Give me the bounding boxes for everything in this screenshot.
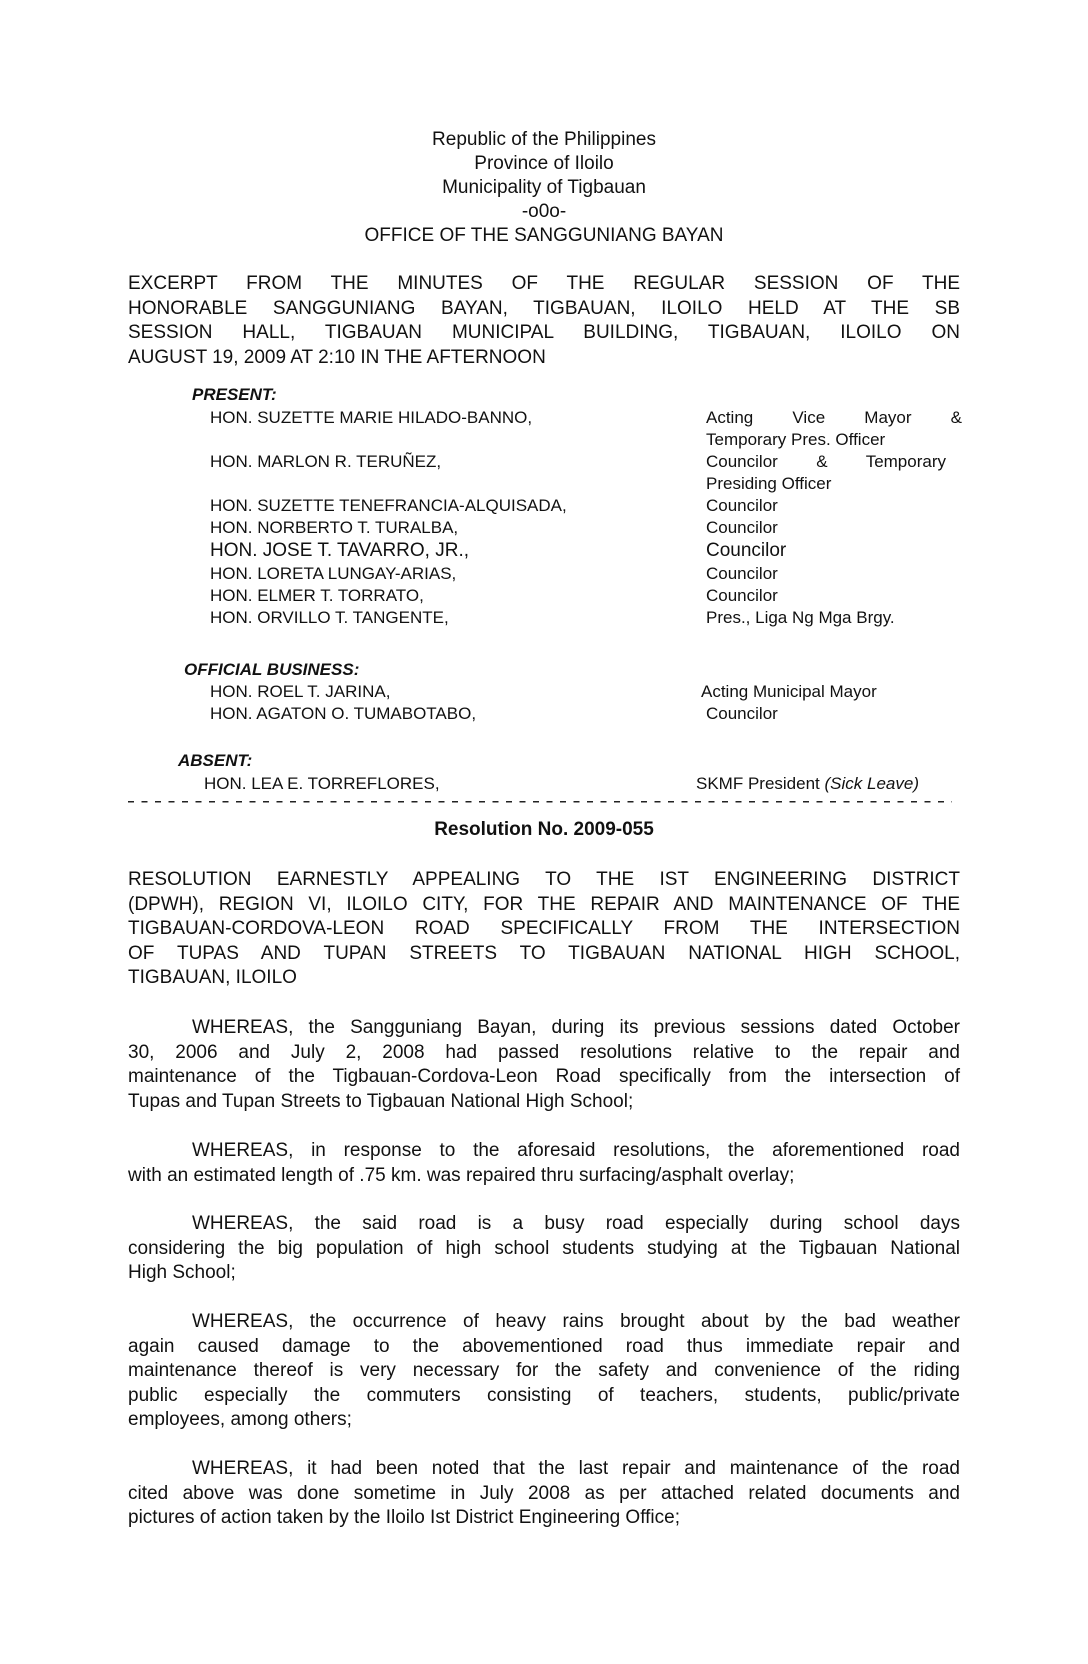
whereas-line: Tupas and Tupan Streets to Tigbauan National High School;	[128, 1090, 634, 1112]
attendee-name: HON. MARLON R. TERUÑEZ,	[210, 452, 442, 471]
attendee-name: HON. ELMER T. TORRATO,	[210, 586, 424, 605]
attendee-row	[0, 495, 1088, 517]
whereas-line: High School;	[128, 1262, 236, 1283]
attendee-name: HON. NORBERTO T. TURALBA,	[210, 518, 459, 537]
excerpt-line: EXCERPT FROM THE MINUTES OF THE REGULAR SESSION OF THE	[128, 273, 960, 294]
whereas-line: WHEREAS, the occurrence of heavy rains brought about by the bad weather	[192, 1311, 960, 1332]
excerpt-line: SESSION HALL, TIGBAUAN MUNICIPAL BUILDING, TIGBAUAN, ILOILO ON	[128, 322, 960, 343]
attendee-position-continued: Temporary Pres. Officer	[706, 430, 886, 449]
attendee-row-continued	[0, 473, 1088, 495]
whereas-paragraph	[128, 1212, 960, 1286]
attendee-name: HON. LEA E. TORREFLORES,	[204, 774, 440, 793]
attendee-position-label: SKMF President	[696, 774, 820, 793]
official-business-heading: OFFICIAL BUSINESS:	[184, 660, 360, 679]
attendee-leave-note: (Sick Leave)	[824, 774, 919, 793]
dashed-divider	[128, 797, 952, 807]
attendee-row	[0, 607, 1088, 629]
whereas-line: considering the big population of high school students studying at the Tigbauan National	[128, 1237, 960, 1259]
attendee-name: HON. ROEL T. JARINA,	[210, 682, 391, 701]
attendee-position: Councilor	[706, 564, 778, 583]
whereas-line: WHEREAS, the said road is a busy road especially during school days	[192, 1213, 960, 1234]
whereas-line: cited above was done sometime in July 2008 as per attached related documents and	[128, 1482, 960, 1504]
header-republic: Republic of the Philippines	[432, 129, 656, 150]
attendee-position: Councilor	[706, 586, 778, 605]
resolution-title-line: (DPWH), REGION VI, ILOILO CITY, FOR THE REPAIR AND MAINTENANCE OF THE	[128, 893, 960, 915]
attendee-position: Councilor	[706, 540, 787, 561]
whereas-paragraph	[128, 1457, 960, 1531]
whereas-paragraph	[128, 1139, 960, 1188]
whereas-line: public especially the commuters consisting of teachers, students, public/private	[128, 1384, 960, 1406]
attendee-name: HON. ORVILLO T. TANGENTE,	[210, 608, 449, 627]
whereas-line: 30, 2006 and July 2, 2008 had passed resolutions relative to the repair and	[128, 1041, 960, 1063]
whereas-line: again caused damage to the abovementioned road thus immediate repair and	[128, 1335, 960, 1357]
header-province: Province of Iloilo	[474, 153, 614, 174]
attendee-position: Acting Municipal Mayor	[701, 682, 877, 701]
attendee-name: HON. LORETA LUNGAY-ARIAS,	[210, 564, 457, 583]
whereas-paragraph	[128, 1016, 960, 1114]
whereas-line: employees, among others;	[128, 1409, 352, 1430]
resolution-title	[128, 868, 960, 991]
attendee-name: HON. SUZETTE TENEFRANCIA-ALQUISADA,	[210, 496, 567, 515]
attendee-position	[696, 773, 919, 795]
whereas-line: pictures of action taken by the Iloilo Ist District Engineering Office;	[128, 1507, 680, 1528]
absent-heading: ABSENT:	[178, 751, 253, 770]
resolution-title-line: OF TUPAS AND TUPAN STREETS TO TIGBAUAN NATIONAL HIGH SCHOOL,	[128, 942, 960, 964]
attendee-row	[0, 585, 1088, 607]
attendee-row	[0, 681, 1088, 703]
attendee-row	[0, 407, 1088, 429]
header-municipality: Municipality of Tigbauan	[442, 177, 646, 198]
header-separator: -o0o-	[521, 201, 567, 222]
excerpt-paragraph	[128, 272, 960, 370]
whereas-line: WHEREAS, it had been noted that the last repair and maintenance of the road	[192, 1458, 960, 1479]
attendee-row	[0, 451, 1088, 473]
resolution-title-line: TIGBAUAN-CORDOVA-LEON ROAD SPECIFICALLY FROM THE INTERSECTION	[128, 918, 960, 939]
attendee-position: Acting Vice Mayor &	[706, 408, 962, 427]
attendee-name: HON. AGATON O. TUMABOTABO,	[210, 704, 477, 723]
attendee-name: HON. JOSE T. TAVARRO, JR.,	[210, 540, 470, 561]
attendee-row	[0, 517, 1088, 539]
attendee-row	[0, 563, 1088, 585]
whereas-line: maintenance of the Tigbauan-Cordova-Leon Road specifically from the intersection of	[128, 1066, 960, 1087]
whereas-line: with an estimated length of .75 km. was repaired thru surfacing/asphalt overlay;	[128, 1164, 795, 1186]
attendee-position: Councilor	[706, 704, 778, 723]
whereas-paragraph	[128, 1310, 960, 1433]
attendee-row	[0, 773, 1088, 795]
excerpt-line: AUGUST 19, 2009 AT 2:10 IN THE AFTERNOON	[128, 346, 546, 368]
attendee-name: HON. SUZETTE MARIE HILADO-BANNO,	[210, 408, 533, 427]
attendee-row-continued	[0, 429, 1088, 451]
resolution-title-line: TIGBAUAN, ILOILO	[128, 967, 297, 988]
attendee-row	[0, 703, 1088, 725]
attendee-position-continued: Presiding Officer	[706, 474, 832, 493]
whereas-line: WHEREAS, the Sangguniang Bayan, during its previous sessions dated October	[192, 1017, 960, 1038]
whereas-line: WHEREAS, in response to the aforesaid resolutions, the aforementioned road	[192, 1140, 960, 1161]
resolution-number: Resolution No. 2009-055	[434, 819, 654, 840]
excerpt-line: HONORABLE SANGGUNIANG BAYAN, TIGBAUAN, ILOILO HELD AT THE SB	[128, 297, 960, 319]
attendee-position: Councilor	[706, 496, 778, 515]
present-heading: PRESENT:	[192, 385, 277, 404]
whereas-line: maintenance thereof is very necessary for the safety and convenience of the riding	[128, 1360, 960, 1381]
attendee-position: Pres., Liga Ng Mga Brgy.	[706, 608, 895, 627]
header-office: OFFICE OF THE SANGGUNIANG BAYAN	[364, 225, 724, 246]
attendee-position: Councilor	[706, 518, 778, 537]
resolution-title-line: RESOLUTION EARNESTLY APPEALING TO THE IST ENGINEERING DISTRICT	[128, 869, 960, 890]
attendee-row	[0, 540, 1088, 562]
attendee-position: Councilor & Temporary	[706, 452, 946, 471]
